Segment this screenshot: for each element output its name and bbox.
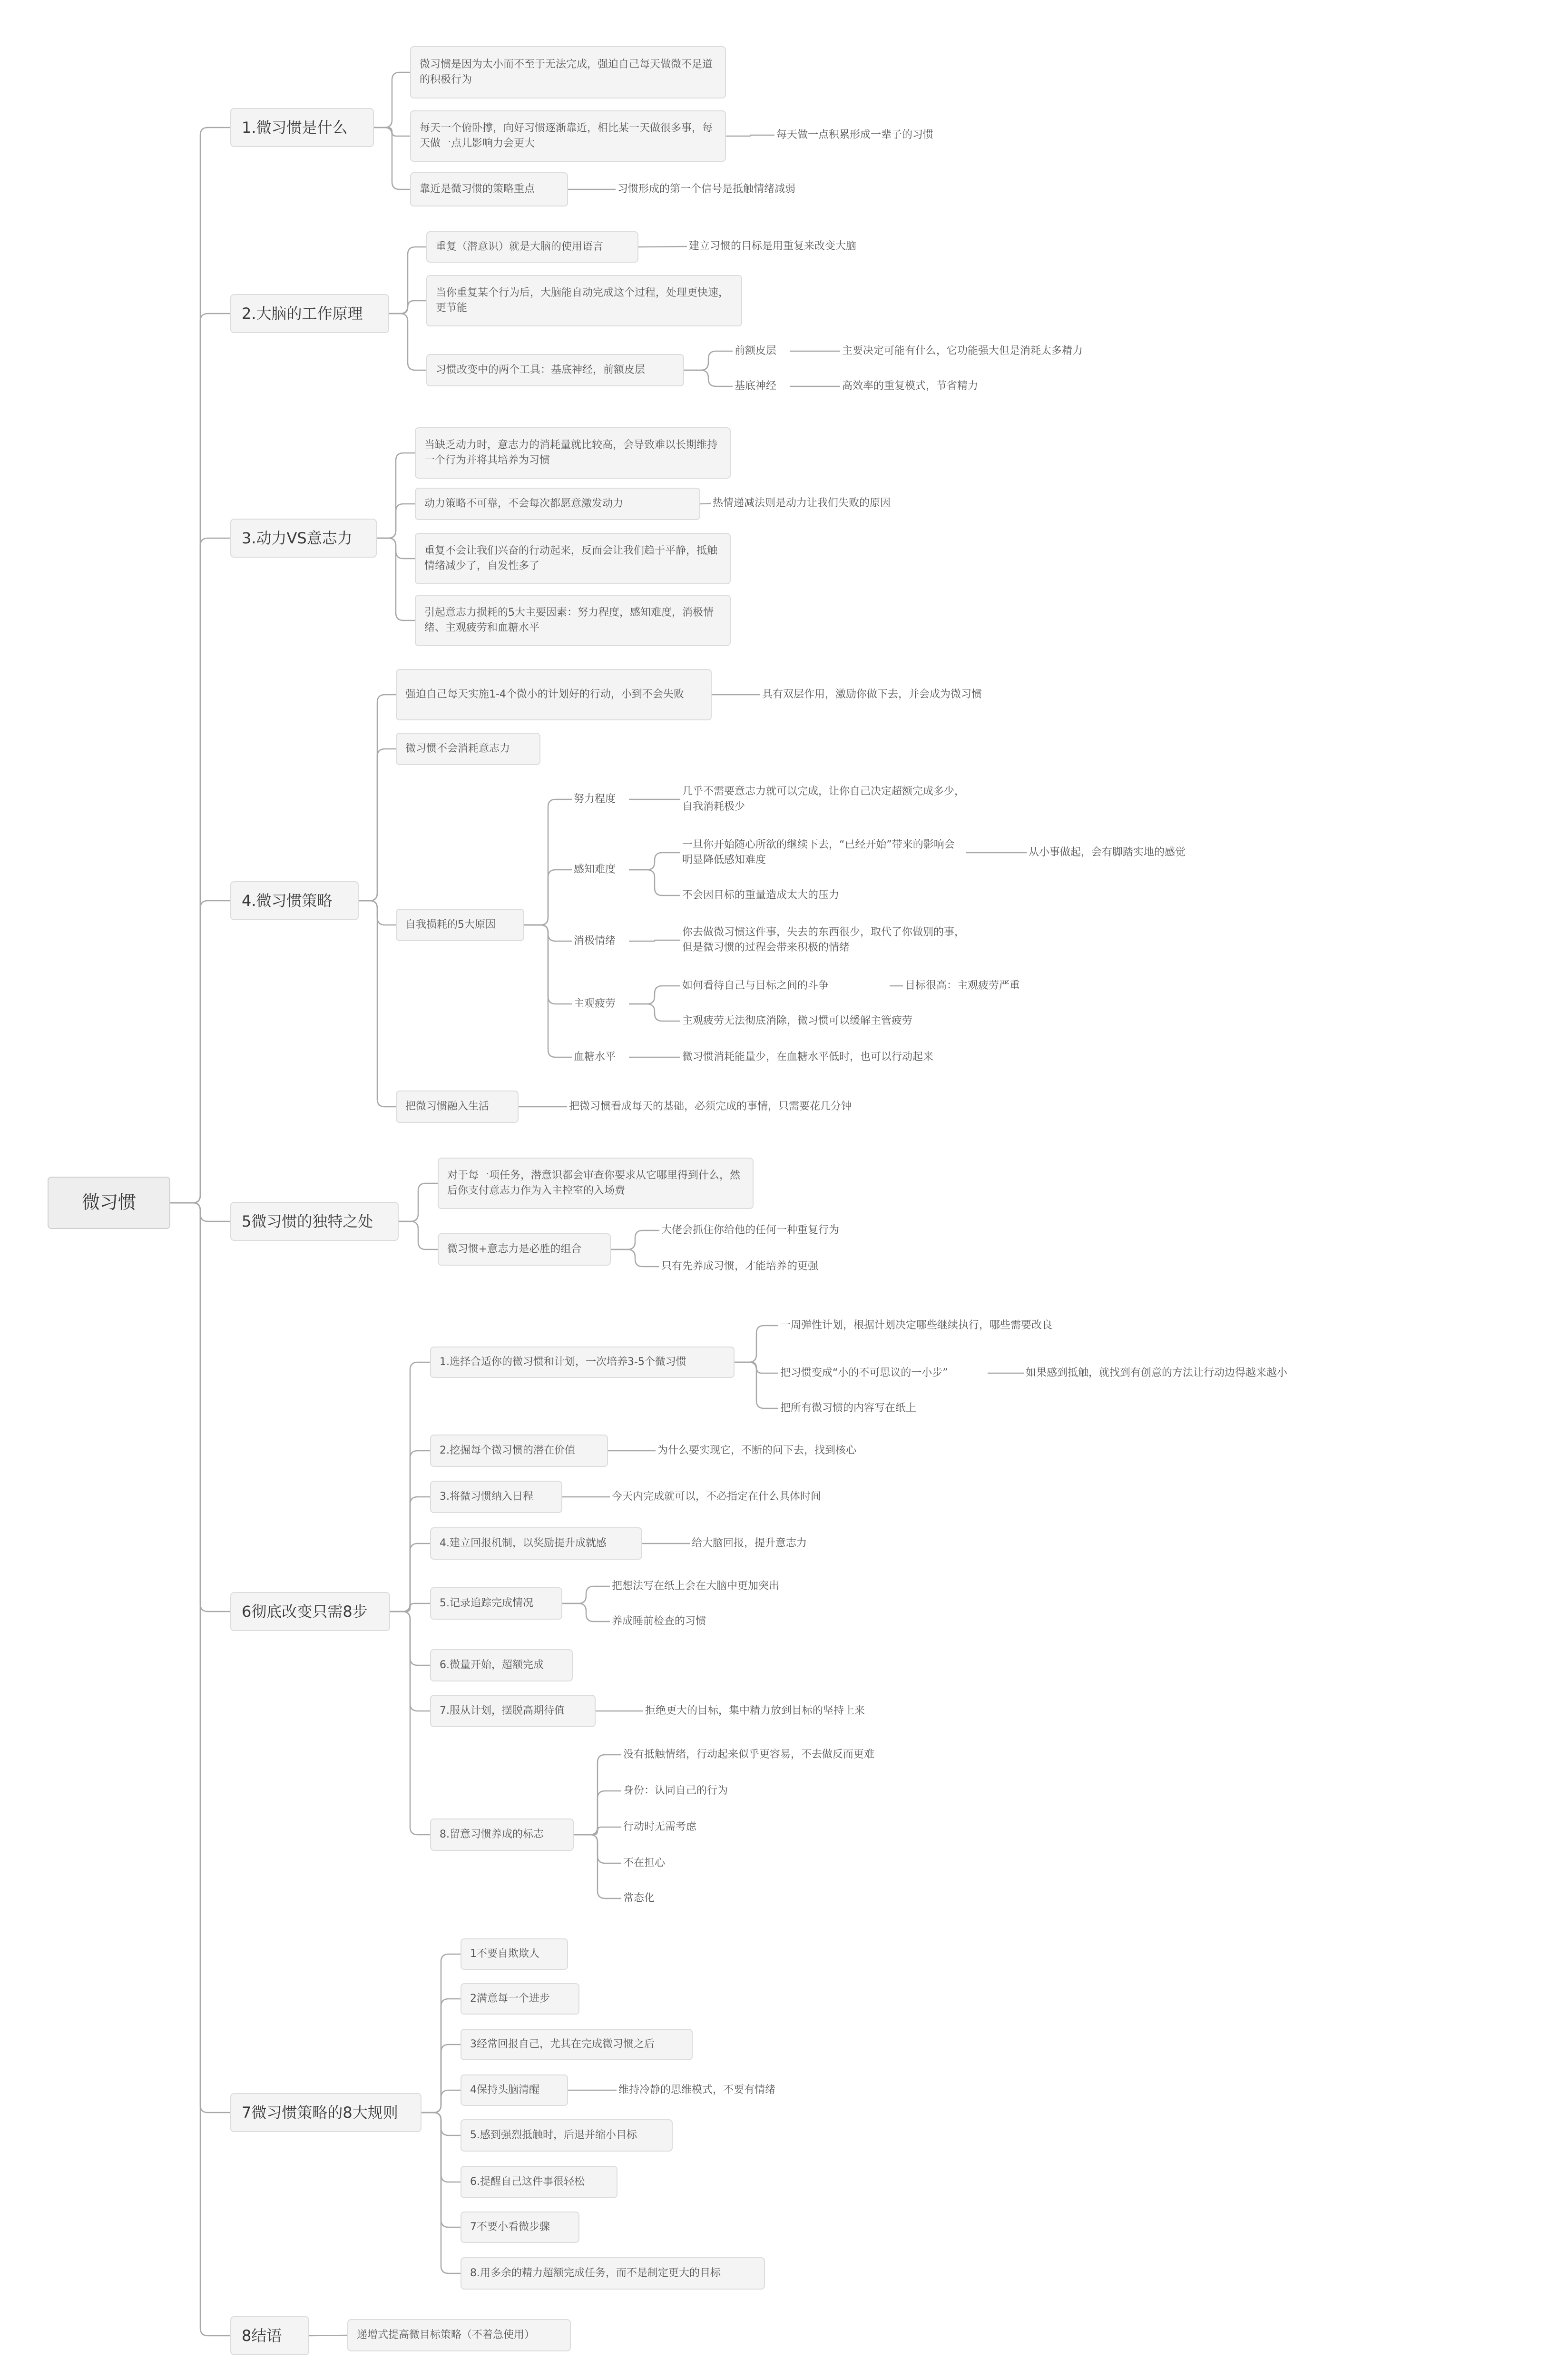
detail-text: 如何看待自己与目标之间的斗争 [682,980,829,992]
connector-line [524,870,572,925]
detail-text: 把所有微习惯的内容写在纸上 [780,1402,917,1415]
connector-line [309,2335,347,2336]
detail-text: 只有先养成习惯，才能培养的更强 [661,1260,819,1273]
connector-line [629,1004,680,1021]
connector-line [170,1203,230,2336]
detail-text: 拒绝更大的目标，集中精力放到目标的坚持上来 [645,1705,865,1717]
connector-line [735,1326,778,1362]
topic-node[interactable]: 1.选择合适你的微习惯和计划，一次培养3-5个微习惯 [430,1347,735,1378]
topic-node[interactable]: 6.微量开始，超额完成 [430,1649,573,1681]
topic-node[interactable]: 靠近是微习惯的策略重点 [410,172,568,206]
connector-line [629,853,680,870]
connector-line [684,370,733,386]
topic-node[interactable]: 微习惯是因为太小而不至于无法完成，强迫自己每天做微不足道的积极行为 [410,46,726,98]
detail-text: 微习惯消耗能量少，在血糖水平低时，也可以行动起来 [682,1051,934,1063]
detail-text: 感知难度 [574,864,616,876]
section-8-node[interactable]: 8结语 [230,2316,309,2355]
detail-text: 每天做一点积累形成一辈子的习惯 [776,129,934,141]
detail-text: 你去做微习惯这件事，失去的东西很少，取代了你做别的事，但是微习惯的过程会带来积极的情绪 [682,926,965,954]
detail-text: 前额皮层 [735,345,777,357]
topic-node[interactable]: 当缺乏动力时，意志力的消耗量就比较高，会导致难以长期维持一个行为并将其培养为习惯 [415,427,731,479]
topic-node[interactable]: 6.提醒自己这件事很轻松 [461,2166,617,2198]
section-1-node[interactable]: 1.微习惯是什么 [230,108,374,147]
connector-line [374,128,410,189]
connector-line [377,538,415,620]
detail-text: 主要决定可能有什么，它功能强大但是消耗太多精力 [842,345,1083,357]
topic-node[interactable]: 当你重复某个行为后，大脑能自动完成这个过程，处理更快速，更节能 [426,275,742,326]
detail-text: 身份：认同自己的行为 [623,1785,728,1797]
detail-text: 不会因目标的重量造成太大的压力 [682,889,840,902]
detail-text: 消极情绪 [574,935,616,947]
connector-line [611,1249,659,1267]
topic-node[interactable]: 8.用多余的精力超额完成任务，而不是制定更大的目标 [461,2257,765,2290]
detail-text: 努力程度 [574,793,616,806]
detail-text: 把想法写在纸上会在大脑中更加突出 [612,1580,780,1593]
detail-text: 血糖水平 [574,1051,616,1063]
topic-node[interactable]: 引起意志力损耗的5大主要因素：努力程度，感知难度，消极情绪、主观疲劳和血糖水平 [415,595,731,646]
connector-line [700,503,711,504]
topic-node[interactable]: 1不要自欺欺人 [461,1938,568,1970]
detail-text: 如果感到抵触，就找到有创意的方法让行动边得越来越小 [1026,1367,1288,1379]
topic-node[interactable]: 7不要小看微步骤 [461,2212,579,2243]
detail-text: 今天内完成就可以，不必指定在什么具体时间 [612,1491,822,1503]
detail-text: 主观疲劳 [574,998,616,1010]
topic-node[interactable]: 7.服从计划，摆脱高期待值 [430,1695,596,1727]
connector-line [399,1183,438,1221]
topic-node[interactable]: 8.留意习惯养成的标志 [430,1819,574,1851]
detail-text: 具有双层作用，激励你做下去，并会成为微习惯 [762,688,982,701]
detail-text: 维持冷静的思维模式，不要有情绪 [618,2084,776,2096]
connector-line [374,72,410,128]
connector-line [562,1603,610,1622]
detail-text: 一旦你开始随心所欲的继续下去，“已经开始”带来的影响会明显降低感知难度 [682,839,955,866]
topic-node[interactable]: 把微习惯融入生活 [396,1091,519,1123]
topic-node[interactable]: 3经常回报自己，尤其在完成微习惯之后 [461,2029,693,2060]
detail-text: 给大脑回报，提升意志力 [692,1537,807,1550]
topic-node[interactable]: 重复不会让我们兴奋的行动起来，反而会让我们趋于平静，抵触情绪减少了，自发性多了 [415,533,731,584]
connector-line [389,314,426,370]
connector-line [399,1221,438,1249]
connector-line [421,2113,461,2273]
detail-text: 目标很高：主观疲劳严重 [905,980,1020,992]
connector-line [389,247,426,314]
connector-line [359,901,396,1107]
detail-text: 建立习惯的目标是用重复来改变大脑 [689,240,857,253]
detail-text: 习惯形成的第一个信号是抵触情绪减弱 [617,183,796,196]
topic-node[interactable]: 微习惯+意志力是必胜的组合 [438,1233,611,1266]
topic-node[interactable]: 4.建立回报机制，以奖励提升成就感 [430,1527,642,1560]
detail-text: 热情递减法则是动力让我们失败的原因 [713,497,891,510]
topic-node[interactable]: 4保持头脑清醒 [461,2074,568,2106]
connector-line [629,986,680,1004]
connector-line [735,1362,778,1408]
root-node[interactable]: 微习惯 [48,1177,170,1229]
connector-line [390,1612,430,1835]
section-4-node[interactable]: 4.微习惯策略 [230,881,359,920]
connector-line [638,246,687,247]
detail-text: 从小事做起，会有脚踏实地的感觉 [1029,846,1186,859]
detail-text: 行动时无需考虑 [623,1821,697,1833]
topic-node[interactable]: 习惯改变中的两个工具：基底神经，前额皮层 [426,354,684,386]
detail-text: 没有抵触情绪，行动起来似乎更容易，不去做反而更难 [623,1749,875,1761]
detail-text: 把微习惯看成每天的基础，必须完成的事情，只需要花几分钟 [569,1101,852,1113]
topic-node[interactable]: 2.挖掘每个微习惯的潜在价值 [430,1435,608,1467]
detail-text: 把习惯变成“小的不可思议的一小步” [780,1367,948,1379]
detail-text: 高效率的重复模式，节省精力 [842,380,979,393]
topic-node[interactable]: 2满意每一个进步 [461,1983,579,2015]
section-7-node[interactable]: 7微习惯策略的8大规则 [230,2093,421,2132]
topic-node[interactable]: 重复（潜意识）就是大脑的使用语言 [426,231,638,263]
connector-line [574,1791,621,1835]
connector-line [684,351,733,370]
connector-line [629,940,680,941]
detail-text: 主观疲劳无法彻底消除，微习惯可以缓解主管疲劳 [682,1015,913,1027]
section-5-node[interactable]: 5微习惯的独特之处 [230,1202,399,1241]
detail-text: 养成睡前检查的习惯 [612,1615,706,1628]
topic-node[interactable]: 3.将微习惯纳入日程 [430,1481,562,1513]
topic-node[interactable]: 强迫自己每天实施1-4个微小的计划好的行动，小到不会失败 [396,669,712,720]
detail-text: 为什么要实现它，不断的问下去，找到核心 [657,1445,857,1457]
topic-node[interactable]: 动力策略不可靠，不会每次都愿意激发动力 [415,488,700,520]
connector-line [359,749,396,901]
topic-node[interactable]: 每天一个俯卧撑，向好习惯逐渐靠近，相比某一天做很多事，每天做一点儿影响力会更大 [410,110,726,162]
topic-node[interactable]: 递增式提高微目标策略（不着急使用） [347,2319,571,2351]
section-6-node[interactable]: 6彻底改变只需8步 [230,1592,390,1631]
section-3-node[interactable]: 3.动力VS意志力 [230,519,377,558]
topic-node[interactable]: 5.感到强烈抵触时，后退并缩小目标 [461,2119,673,2152]
connector-line [170,901,230,1203]
detail-text: 常态化 [623,1892,655,1905]
connector-line [390,1543,430,1612]
topic-node[interactable]: 对于每一项任务，潜意识都会审查你要求从它哪里得到什么，然后你支付意志力作为入主控室的入场费 [438,1158,754,1209]
topic-node[interactable]: 微习惯不会消耗意志力 [396,733,540,765]
connector-line [524,925,572,1057]
detail-text: 大佬会抓住你给他的任何一种重复行为 [661,1224,840,1237]
section-2-node[interactable]: 2.大脑的工作原理 [230,294,389,333]
connector-line [629,870,680,895]
topic-node[interactable]: 自我损耗的5大原因 [396,909,524,941]
topic-node[interactable]: 5.记录追踪完成情况 [430,1587,562,1620]
connector-line [726,135,774,136]
detail-text: 一周弹性计划，根据计划决定哪些继续执行，哪些需要改良 [780,1319,1053,1332]
detail-text: 不在担心 [623,1857,666,1869]
connector-line [611,1230,659,1249]
connector-line [562,1586,610,1603]
connector-line [574,1835,621,1898]
detail-text: 几乎不需要意志力就可以完成，让你自己决定超额完成多少，自我消耗极少 [682,786,965,813]
detail-text: 基底神经 [735,380,777,393]
connector-line [377,504,415,538]
